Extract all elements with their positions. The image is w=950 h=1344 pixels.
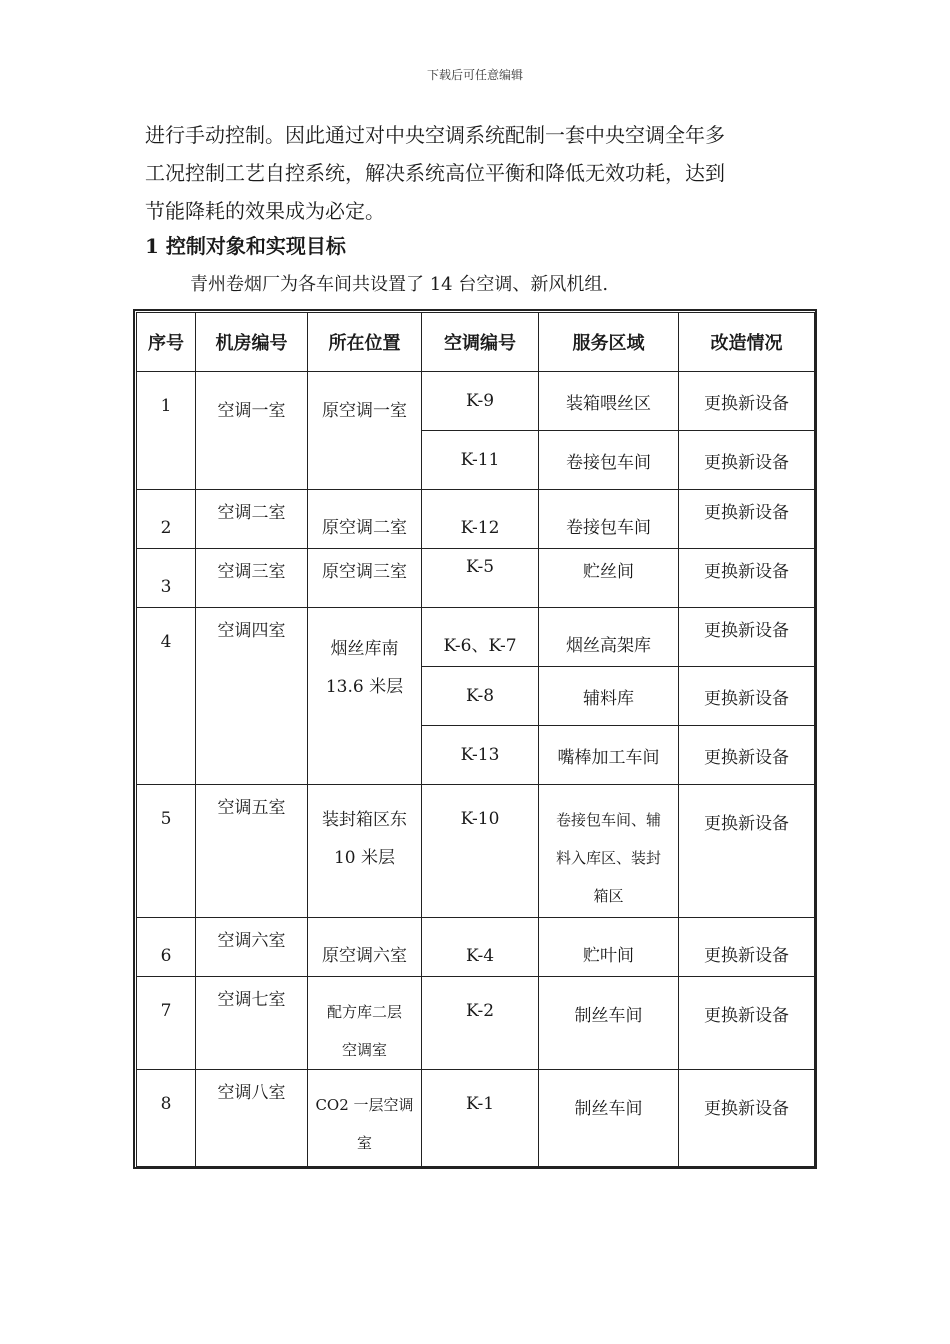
area-line: 卷接包车间、辅: [555, 811, 661, 829]
intro-text: 青州卷烟厂为各车间共设置了 14 台空调、新风机组.: [190, 274, 609, 295]
paragraph-line: 进行手动控制。因此通过对中央空调系统配制一套中央空调全年多: [145, 123, 725, 147]
cell-status: 更换新设备: [679, 977, 815, 1070]
table-row: [137, 608, 815, 667]
table-row: [137, 977, 815, 1070]
location-line: 室: [356, 1134, 372, 1152]
col-header: 序号: [137, 313, 196, 372]
cell-status: 更换新设备: [679, 667, 815, 726]
location-line: 13.6 米层: [325, 677, 404, 697]
location-line: 装封箱区东: [322, 810, 407, 830]
cell-room: 空调五室: [196, 785, 308, 918]
cell-location: [308, 1070, 422, 1167]
cell-code: K-13: [422, 726, 539, 785]
cell-room: 空调七室: [196, 977, 308, 1070]
paragraph-line: 工况控制工艺自控系统，解决系统高位平衡和降低无效功耗，达到: [145, 161, 725, 185]
location-line: 10 米层: [333, 848, 396, 868]
cell-status: 更换新设备: [679, 785, 815, 918]
cell-no: 6: [137, 918, 196, 977]
cell-status: 更换新设备: [679, 608, 815, 667]
cell-room: 空调四室: [196, 608, 308, 785]
cell-code: K-2: [422, 977, 539, 1070]
cell-room: 空调一室: [196, 372, 308, 490]
section-heading: 1 控制对象和实现目标: [145, 234, 346, 258]
cell-no: 1: [137, 372, 196, 490]
cell-location: 原空调二室: [308, 490, 422, 549]
cell-area: 贮丝间: [539, 549, 679, 608]
location-line: 烟丝库南: [330, 639, 399, 659]
cell-location: [308, 977, 422, 1070]
cell-code: K-6、K-7: [422, 608, 539, 667]
col-header: 所在位置: [308, 313, 422, 372]
cell-code: K-11: [422, 431, 539, 490]
col-header: 机房编号: [196, 313, 308, 372]
cell-area: 卷接包车间: [539, 490, 679, 549]
cell-area: 卷接包车间: [539, 431, 679, 490]
cell-code: K-9: [422, 372, 539, 431]
cell-area: 制丝车间: [539, 977, 679, 1070]
cell-area: 装箱喂丝区: [539, 372, 679, 431]
table-row: [137, 918, 815, 977]
area-line: 箱区: [593, 887, 624, 905]
cell-status: 更换新设备: [679, 431, 815, 490]
cell-room: 空调六室: [196, 918, 308, 977]
cell-area: [539, 785, 679, 918]
table-row: [137, 549, 815, 608]
table-row: [137, 785, 815, 918]
col-header: 改造情况: [679, 313, 815, 372]
cell-no: 5: [137, 785, 196, 918]
area-line: 料入库区、装封: [555, 849, 661, 867]
paragraph-line: 节能降耗的效果成为必定。: [145, 199, 385, 223]
cell-area: 辅料库: [539, 667, 679, 726]
body-paragraph: [145, 116, 805, 230]
cell-area: 嘴棒加工车间: [539, 726, 679, 785]
cell-code: K-4: [422, 918, 539, 977]
cell-no: 3: [137, 549, 196, 608]
cell-status: 更换新设备: [679, 918, 815, 977]
table-row: [137, 1070, 815, 1167]
cell-no: 7: [137, 977, 196, 1070]
cell-status: 更换新设备: [679, 490, 815, 549]
cell-room: 空调二室: [196, 490, 308, 549]
table-header-row: [137, 313, 815, 372]
cell-location: [308, 608, 422, 785]
cell-status: 更换新设备: [679, 372, 815, 431]
header-note: 下载后可任意编辑: [426, 68, 523, 82]
cell-area: 制丝车间: [539, 1070, 679, 1167]
location-line: 配方库二层: [326, 1003, 402, 1021]
location-line: CO2 一层空调: [315, 1096, 414, 1114]
cell-no: 2: [137, 490, 196, 549]
cell-room: 空调八室: [196, 1070, 308, 1167]
equipment-table: [136, 312, 815, 1167]
cell-code: K-10: [422, 785, 539, 918]
equipment-table-frame: [133, 309, 817, 1169]
cell-status: 更换新设备: [679, 726, 815, 785]
cell-no: 4: [137, 608, 196, 785]
table-row: [137, 490, 815, 549]
cell-status: 更换新设备: [679, 549, 815, 608]
cell-area: 贮叶间: [539, 918, 679, 977]
cell-status: 更换新设备: [679, 1070, 815, 1167]
col-header: 空调编号: [422, 313, 539, 372]
cell-location: 原空调一室: [308, 372, 422, 490]
cell-room: 空调三室: [196, 549, 308, 608]
cell-no: 8: [137, 1070, 196, 1167]
col-header: 服务区域: [539, 313, 679, 372]
cell-code: K-5: [422, 549, 539, 608]
location-line: 空调室: [341, 1041, 387, 1059]
cell-location: 原空调三室: [308, 549, 422, 608]
cell-code: K-8: [422, 667, 539, 726]
cell-area: 烟丝高架库: [539, 608, 679, 667]
cell-code: K-1: [422, 1070, 539, 1167]
cell-code: K-12: [422, 490, 539, 549]
cell-location: [308, 785, 422, 918]
table-row: [137, 372, 815, 431]
cell-location: 原空调六室: [308, 918, 422, 977]
